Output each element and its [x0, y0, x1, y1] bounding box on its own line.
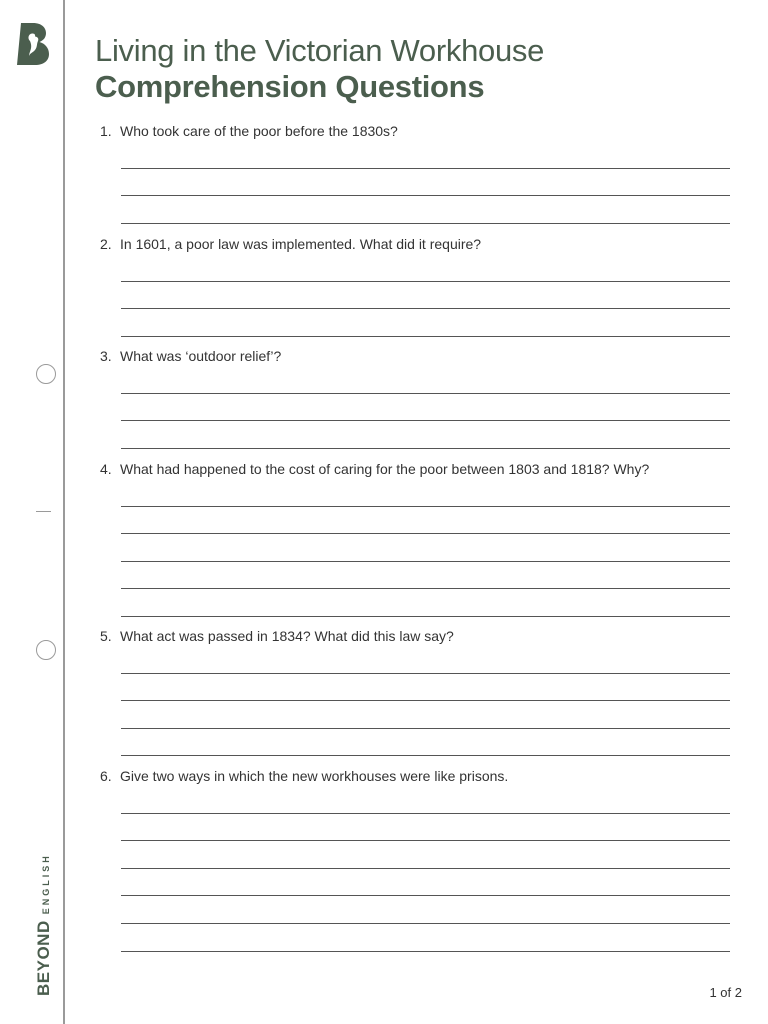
answer-line[interactable] — [121, 786, 730, 814]
question-6 — [100, 766, 730, 952]
center-mark — [36, 511, 51, 512]
answer-line[interactable] — [121, 674, 730, 702]
answer-line[interactable] — [121, 309, 730, 337]
question-3 — [100, 346, 730, 449]
answer-lines[interactable] — [121, 786, 730, 952]
brand-name: BEYOND — [34, 920, 53, 996]
answer-line[interactable] — [121, 507, 730, 535]
answer-lines[interactable] — [121, 646, 730, 756]
question-4 — [100, 459, 730, 617]
answer-line[interactable] — [121, 924, 730, 952]
answer-line[interactable] — [121, 534, 730, 562]
question-number: 2. — [100, 236, 112, 252]
answer-line[interactable] — [121, 169, 730, 197]
question-text: What was ‘outdoor relief’? — [120, 348, 282, 364]
question-number: 6. — [100, 768, 112, 784]
question-5 — [100, 626, 730, 756]
question-number: 4. — [100, 461, 112, 477]
question-text: What had happened to the cost of caring for the poor between 1803 and 1818? Why? — [120, 461, 650, 477]
answer-line[interactable] — [121, 562, 730, 590]
answer-line[interactable] — [121, 421, 730, 449]
question-1 — [100, 121, 730, 224]
answer-lines[interactable] — [121, 141, 730, 224]
question-number: 3. — [100, 348, 112, 364]
answer-line[interactable] — [121, 896, 730, 924]
question-text: Who took care of the poor before the 1830s? — [120, 123, 398, 139]
brand-tag: ENGLISH — [41, 853, 51, 915]
question-number: 1. — [100, 123, 112, 139]
answer-lines[interactable] — [121, 479, 730, 617]
question-2 — [100, 234, 730, 337]
question-text: In 1601, a poor law was implemented. What did it require? — [120, 236, 482, 252]
answer-line[interactable] — [121, 589, 730, 617]
question-number: 5. — [100, 628, 112, 644]
answer-line[interactable] — [121, 196, 730, 224]
answer-line[interactable] — [121, 254, 730, 282]
answer-line[interactable] — [121, 869, 730, 897]
answer-lines[interactable] — [121, 254, 730, 337]
page-title: Living in the Victorian Workhouse — [95, 33, 545, 68]
answer-line[interactable] — [121, 646, 730, 674]
question-text: Give two ways in which the new workhouses were like prisons. — [120, 768, 509, 784]
question-text: What act was passed in 1834? What did this law say? — [120, 628, 454, 644]
answer-lines[interactable] — [121, 366, 730, 449]
punch-hole-bottom — [36, 640, 56, 660]
answer-line[interactable] — [121, 394, 730, 422]
brand-vertical — [34, 853, 54, 996]
answer-line[interactable] — [121, 479, 730, 507]
page-subtitle: Comprehension Questions — [95, 69, 485, 104]
answer-line[interactable] — [121, 141, 730, 169]
answer-line[interactable] — [121, 282, 730, 310]
page-number: 1 of 2 — [709, 985, 742, 1000]
answer-line[interactable] — [121, 814, 730, 842]
answer-line[interactable] — [121, 729, 730, 757]
beyond-logo-icon — [16, 23, 50, 65]
answer-line[interactable] — [121, 701, 730, 729]
answer-line[interactable] — [121, 841, 730, 869]
answer-line[interactable] — [121, 366, 730, 394]
margin-rule — [63, 0, 65, 1024]
punch-hole-top — [36, 364, 56, 384]
